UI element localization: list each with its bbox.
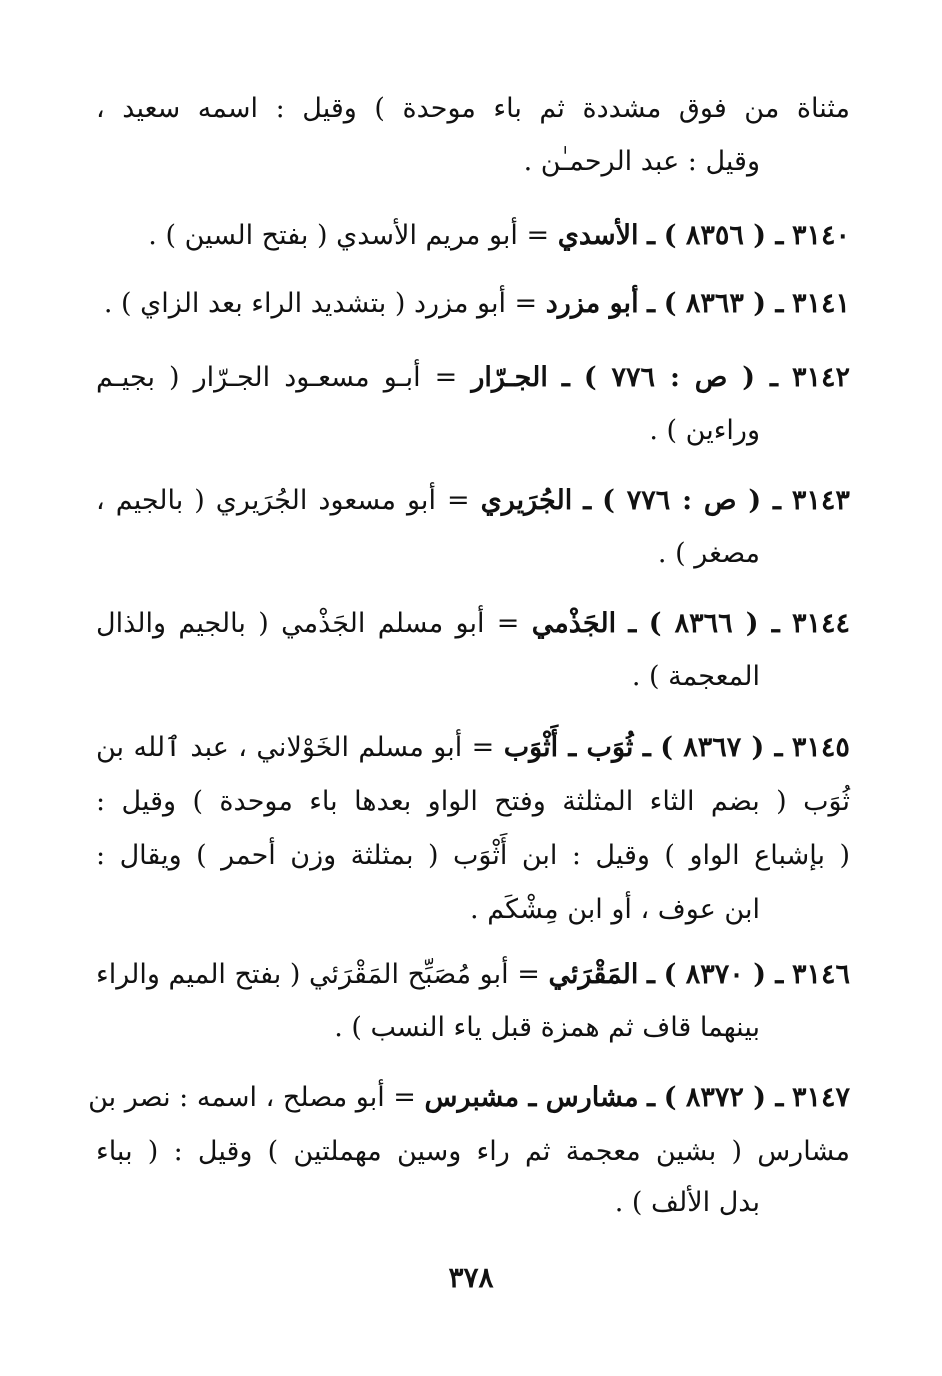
entry-3146-cont xyxy=(334,1008,760,1048)
entry-sep: ـ xyxy=(647,959,655,990)
entry-3145-cont xyxy=(96,836,850,876)
entry-sep: ـ xyxy=(628,608,637,639)
entry-3143-cont xyxy=(658,534,760,574)
entry-sep: ـ xyxy=(647,1082,656,1113)
entry-3147 xyxy=(88,1078,850,1118)
entry-text: ثُوَب ( بضم الثاء المثلثة وفتح الواو بعدها باء موحدة ) وقيل : xyxy=(96,786,850,817)
entry-number: ٣١٤٢ xyxy=(791,362,850,393)
entry-name: مشارس ـ مشبرس xyxy=(424,1082,639,1113)
entry-number: ٣١٤٠ xyxy=(791,220,850,251)
entry-3140 xyxy=(148,216,850,256)
entry-name: الجـرّار xyxy=(471,362,548,393)
page-number: ٣٧٨ xyxy=(448,1261,494,1294)
entry-3145-cont xyxy=(96,782,850,822)
entry-sep: ـ xyxy=(583,485,592,516)
entry-3141 xyxy=(104,284,850,324)
entry-3145 xyxy=(96,728,850,768)
entry-text: وراءين ) . xyxy=(649,415,760,446)
entry-name: الأسدي xyxy=(557,220,639,251)
entry-text: = أبو مريم الأسدي ( بفتح السين ) . xyxy=(148,220,550,251)
entry-3142-cont xyxy=(649,411,760,451)
entry-text: ابن عوف ، أو ابن مِشْكَم . xyxy=(470,894,760,925)
entry-text: = أبو مصلح ، اسمه : نصر بن xyxy=(88,1082,416,1113)
entry-ref: ـ ( ص : ٧٧٦ ) xyxy=(602,485,781,516)
entry-text: ( بإشباع الواو ) وقيل : ابن أَثْوَب ( بمثلثة وزن أحمر ) ويقال : xyxy=(96,840,850,871)
entry-text: المعجمة ) . xyxy=(631,661,760,692)
entry-number: ٣١٤٣ xyxy=(791,485,850,516)
entry-sep: ـ xyxy=(642,732,651,763)
intro-line xyxy=(96,89,850,129)
entry-text: = أبـو مسعـود الجـرّار ( بجيـم xyxy=(96,362,458,393)
entry-text: مشارس ( بشين معجمة ثم راء وسين مهملتين ) وقيل : ( بباء xyxy=(96,1136,850,1167)
entry-number: ٣١٤٥ xyxy=(791,732,850,763)
entry-text: بينهما قاف ثم همزة قبل ياء النسب ) . xyxy=(334,1012,760,1043)
entry-sep: ـ xyxy=(561,362,570,393)
entry-ref: ـ ( ٨٣٧٠ ) xyxy=(663,959,784,990)
entry-text: = أبو مسعود الجُرَيري ( بالجيم ، xyxy=(96,485,470,516)
text: مثناة من فوق مشددة ثم باء موحدة ) وقيل : اسمه سعيد ، xyxy=(96,93,850,124)
entry-sep: ـ xyxy=(647,288,656,319)
entry-name: الجُرَيري xyxy=(480,485,573,516)
entry-3147-cont xyxy=(615,1183,760,1223)
entry-ref: ـ ( ٨٣٦٧ ) xyxy=(660,732,783,763)
entry-text: = أبو مسلم الخَوْلاني ، عبد ٱلله بن xyxy=(96,732,495,763)
entry-text: بدل الألف ) . xyxy=(614,1187,760,1218)
entry-ref: ـ ( ٨٣٥٦ ) xyxy=(663,220,784,251)
intro-line xyxy=(524,142,760,182)
entry-3146 xyxy=(96,955,850,995)
entry-text: = أبو مسلم الجَذْمي ( بالجيم والذال xyxy=(96,608,520,639)
entry-3144 xyxy=(96,604,850,644)
entry-name: ثُوَب ـ أَثْوَب xyxy=(503,732,634,763)
entry-sep: ـ xyxy=(647,220,656,251)
entry-name: أبو مزرد xyxy=(545,288,639,319)
entry-ref: ـ ( ٨٣٧٢ ) xyxy=(663,1082,784,1113)
entry-number: ٣١٤٤ xyxy=(791,608,850,639)
entry-3142 xyxy=(96,358,850,398)
entry-number: ٣١٤٦ xyxy=(791,959,850,990)
entry-ref: ـ ( ٨٣٦٦ ) xyxy=(648,608,780,639)
entry-text: = أبو مزرد ( بتشديد الراء بعد الزاي ) . xyxy=(103,288,538,319)
entry-number: ٣١٤١ xyxy=(791,288,850,319)
entry-text: مصغر ) . xyxy=(657,538,760,569)
entry-text: = أبو مُصَبِّح المَقْرَئي ( بفتح الميم والراء xyxy=(96,959,540,990)
text: وقيل : عبد الرحمـٰن . xyxy=(523,146,760,177)
entry-ref: ـ ( ص : ٧٧٦ ) xyxy=(583,362,778,393)
entry-name: الجَذْمي xyxy=(531,608,617,639)
entry-3143 xyxy=(96,481,850,521)
entry-ref: ـ ( ٨٣٦٣ ) xyxy=(663,288,784,319)
entry-name: المَقْرَئي xyxy=(548,959,639,990)
entry-3145-cont xyxy=(470,890,760,930)
entry-number: ٣١٤٧ xyxy=(791,1082,850,1113)
entry-3147-cont xyxy=(96,1132,850,1172)
entry-3144-cont xyxy=(632,657,760,697)
